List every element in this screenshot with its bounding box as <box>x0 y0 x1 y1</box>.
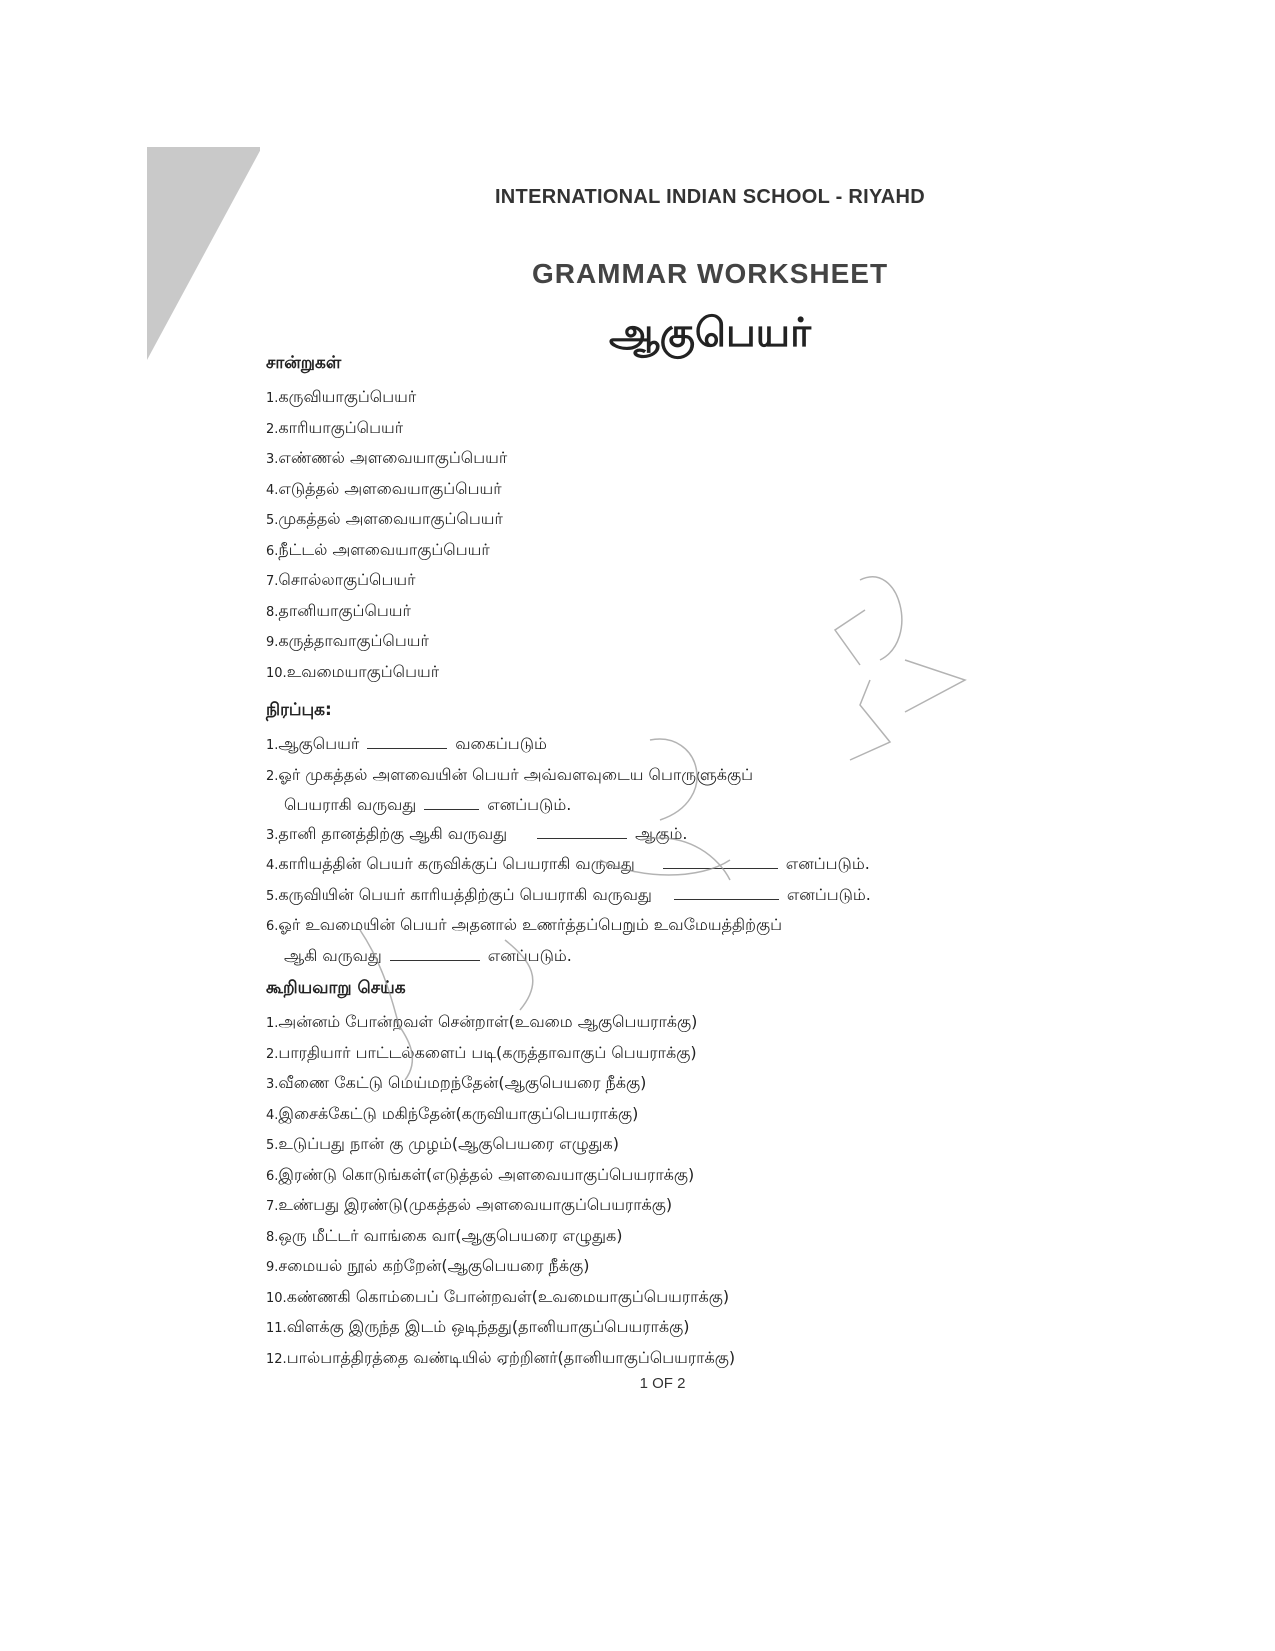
fill-blank-question-cont: ஆகி வருவது எனப்படும். <box>284 945 572 965</box>
worksheet-title: GRAMMAR WORKSHEET <box>531 258 889 289</box>
list-item: 5.உடுப்பது நான் கு முழம்(ஆகுபெயரை எழுதுக) <box>266 1134 620 1153</box>
fill-blank-question-cont: பெயராகி வருவது எனப்படும். <box>284 795 572 814</box>
list-item: 7.சொல்லாகுப்பெயர் <box>266 570 416 589</box>
fill-blank-question: 4.காரியத்தின் பெயர் கருவிக்குப் பெயராகி வருவது எனப்படும். <box>266 854 870 873</box>
list-item: 8.தானியாகுப்பெயர் <box>266 600 411 620</box>
list-item: 9.கருத்தாவாகுப்பெயர் <box>266 631 429 650</box>
examples-heading: சான்றுகள் <box>266 353 342 373</box>
list-item: 2.பாரதியார் பாட்டல்களைப் படி(கருத்தாவாகுப் பெயராக்கு) <box>266 1042 697 1062</box>
fill-blank-question: 1.ஆகுபெயர் வகைப்படும் <box>266 734 547 753</box>
list-item: 11.விளக்கு இருந்த இடம் ஒடிந்தது(தானியாகுப்பெயராக்கு) <box>266 1317 690 1336</box>
transform-heading: கூறியவாறு செய்க <box>266 978 406 998</box>
list-item: 1.அன்னம் போன்றவள் சென்றாள்(உவமை ஆகுபெயராக்கு) <box>266 1012 698 1031</box>
list-item: 3.வீணை கேட்டு மெய்மறந்தேன்(ஆகுபெயரை நீக்கு) <box>266 1073 647 1092</box>
list-item: 6.இரண்டு கொடுங்கள்(எடுத்தல் அளவையாகுப்பெயராக்கு) <box>266 1164 695 1184</box>
fill-blank-question: 6.ஓர் உவமையின் பெயர் அதனால் உணர்த்தப்பெறும் உவமேயத்திற்குப் <box>266 915 783 934</box>
list-item: 12.பால்பாத்திரத்தை வண்டியில் ஏற்றினர்(தானியாகுப்பெயராக்கு) <box>266 1347 736 1367</box>
list-item: 4.எடுத்தல் அளவையாகுப்பெயர் <box>266 478 502 498</box>
list-item: 4.இசைக்கேட்டு மகிந்தேன்(கருவியாகுப்பெயராக்கு) <box>266 1103 639 1123</box>
list-item: 3.எண்ணல் அளவையாகுப்பெயர் <box>266 448 508 467</box>
fill-blank-question: 3.தானி தானத்திற்கு ஆகி வருவது ஆகும். <box>266 823 688 843</box>
list-item: 1.கருவியாகுப்பெயர் <box>266 387 417 406</box>
list-item: 6.நீட்டல் அளவையாகுப்பெயர் <box>266 539 490 559</box>
fill-blank-question: 2.ஓர் முகத்தல் அளவையின் பெயர் அவ்வளவுடைய பொருளுக்குப் <box>266 764 753 784</box>
school-name: INTERNATIONAL INDIAN SCHOOL - RIYAHD <box>494 186 926 208</box>
topic-title: ஆகுபெயர் <box>609 310 811 356</box>
list-item: 10.கண்ணகி கொம்பைப் போன்றவள்(உவமையாகுப்பெயராக்கு) <box>266 1286 730 1306</box>
page-number: 1 OF 2 <box>639 1375 686 1392</box>
list-item: 9.சமையல் நூல் கற்றேன்(ஆகுபெயரை நீக்கு) <box>266 1256 590 1275</box>
fill-blanks-heading: நிரப்புக: <box>266 700 332 720</box>
list-item: 2.காரியாகுப்பெயர் <box>266 417 404 437</box>
list-item: 7.உண்பது இரண்டு(முகத்தல் அளவையாகுப்பெயராக்கு) <box>266 1195 673 1214</box>
list-item: 8.ஒரு மீட்டர் வாங்கை வா(ஆகுபெயரை எழுதுக) <box>266 1225 623 1245</box>
list-item: 5.முகத்தல் அளவையாகுப்பெயர் <box>266 509 503 528</box>
list-item: 10.உவமையாகுப்பெயர் <box>266 661 440 681</box>
fill-blank-question: 5.கருவியின் பெயர் காரியத்திற்குப் பெயராகி வருவது எனப்படும். <box>266 884 871 904</box>
